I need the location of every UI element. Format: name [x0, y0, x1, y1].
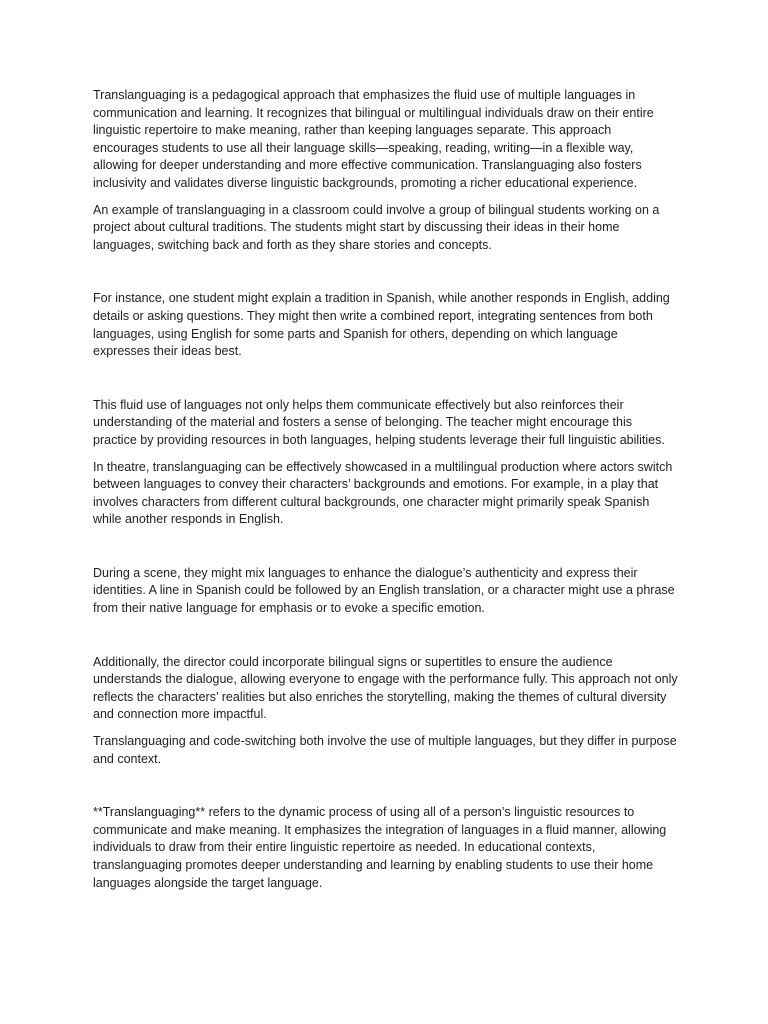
- paragraph-director: Additionally, the director could incorporate bilingual signs or supertitles to ensure the audience understands the dialogue, allowing everyone to engage with the performance fully. This approach not only reflects the characters’ realities but also enriches the storytelling, making the themes of cultural diversity and connection more impactful.: [93, 654, 678, 722]
- paragraph-fluid-use: This fluid use of languages not only helps them communicate effectively but also reinforces their understanding of the material and fosters a sense of belonging. The teacher might encourage this practice by providing resources in both languages, helping students leverage their full linguistic abilities.: [93, 397, 665, 447]
- paragraph-definition: **Translanguaging** refers to the dynamic process of using all of a person’s linguistic resources to communicate and make meaning. It emphasizes the integration of languages in a fluid manner, allowing individuals to draw from their entire linguistic repertoire as needed. In educational contexts, translanguaging promotes deeper understanding and learning by enabling students to use their home languages alongside the target language.: [93, 805, 667, 890]
- paragraph-theatre: In theatre, translanguaging can be effectively showcased in a multilingual production where actors switch between languages to convey their characters’ backgrounds and emotions. For example, in a play that involves characters from different cultural backgrounds, one character might primarily speak Spanish while another responds in English.: [93, 459, 673, 527]
- paragraph-classroom-example: An example of translanguaging in a classroom could involve a group of bilingual students working on a project about cultural traditions. The students might start by discussing their ideas in their home languages, switching back and forth as they share stories and concepts.: [93, 202, 660, 252]
- document-body: [93, 87, 678, 892]
- paragraph-comparison: Translanguaging and code-switching both involve the use of multiple languages, but they differ in purpose and context.: [93, 734, 677, 766]
- paragraph-instance: For instance, one student might explain a tradition in Spanish, while another responds in English, adding details or asking questions. They might then write a combined report, integrating sentences from both languages, using English for some parts and Spanish for others, depending on which language expresses their ideas best.: [93, 291, 670, 359]
- paragraph-scene: During a scene, they might mix languages to enhance the dialogue’s authenticity and express their identities. A line in Spanish could be followed by an English translation, or a character might use a phrase from their native language for emphasis or to evoke a specific emotion.: [93, 565, 675, 616]
- paragraph-intro: Translanguaging is a pedagogical approach that emphasizes the fluid use of multiple languages in communication and learning. It recognizes that bilingual or multilingual individuals draw on their entire linguistic repertoire to make meaning, rather than keeping languages separate. This approach encourages students to use all their language skills—speaking, reading, writing—in a flexible way, allowing for deeper understanding and more effective communication. Translanguaging also fosters inclusivity and validates diverse linguistic backgrounds, promoting a richer educational experience.: [93, 88, 654, 190]
